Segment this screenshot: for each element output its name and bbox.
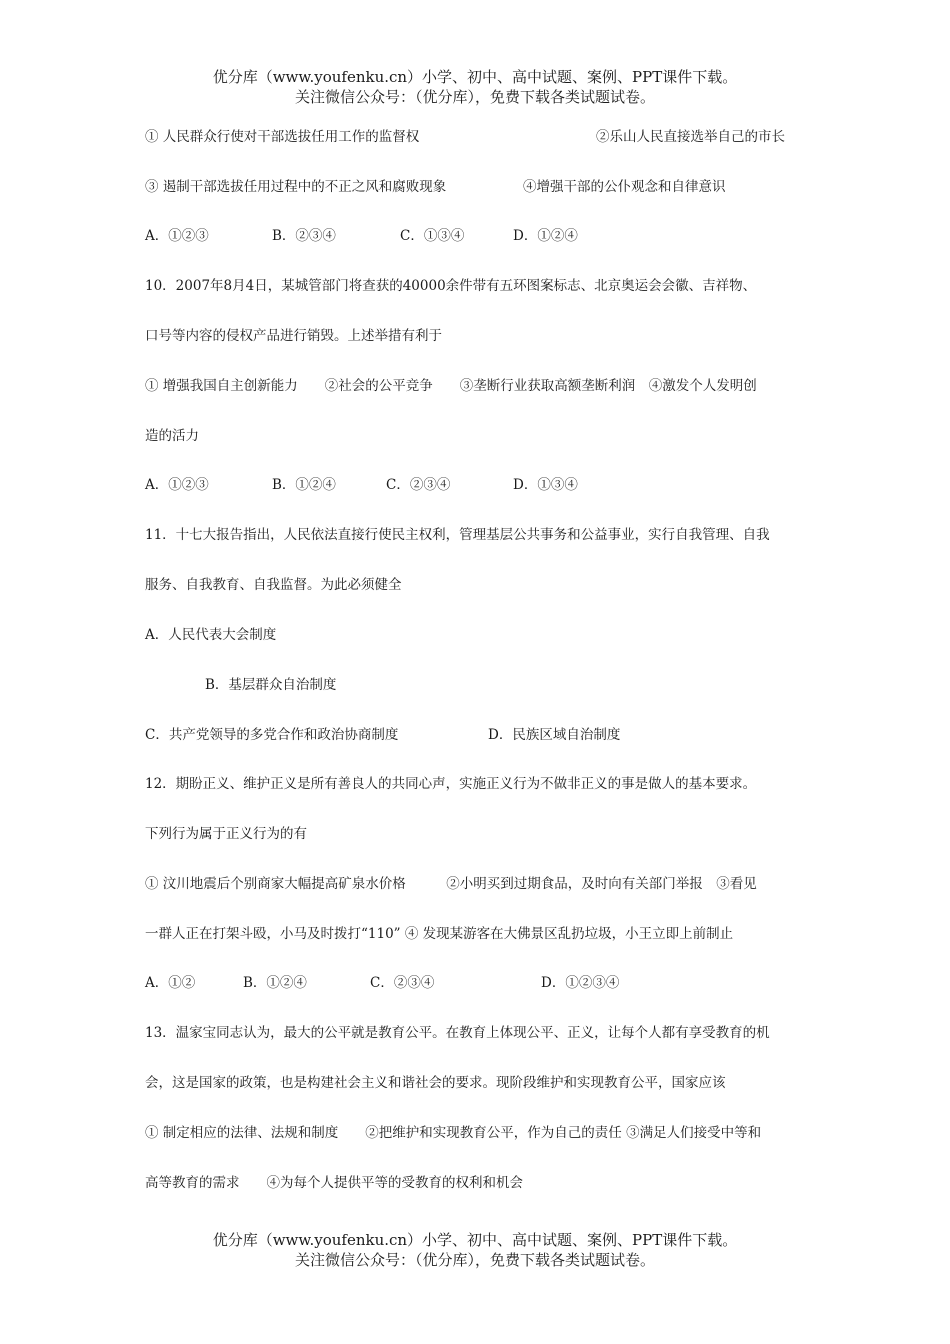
q9-answer-b: B．②③④: [272, 228, 336, 244]
q11-stem-1: 11．十七大报告指出，人民依法直接行使民主权利，管理基层公共事务和公益事业，实行自我管理、自我: [145, 527, 770, 543]
q10-answer-d: D．①③④: [513, 477, 578, 493]
q10-stem-1: 10．2007年8月4日，某城管部门将查获的40000余件带有五环图案标志、北京奥运会会徽、吉祥物、: [145, 278, 757, 294]
q9-option-2: ②乐山人民直接选举自己的市长: [596, 129, 785, 145]
header-line-2: 关注微信公众号：（优分库），免费下载各类试题试卷。: [294, 88, 655, 106]
page-header: [0, 67, 950, 107]
q10-answer-a: A．①②③: [145, 477, 209, 493]
q12-options-1: ① 汶川地震后个别商家大幅提高矿泉水价格 ②小明买到过期食品，及时向有关部门举报 ③看见: [145, 876, 757, 892]
q9-option-3: ③ 遏制干部选拔任用过程中的不正之风和腐败现象: [145, 179, 447, 195]
q12-answer-a: A．①②: [145, 975, 196, 991]
q12-options-2: 一群人正在打架斗殴，小马及时拨打“110” ④ 发现某游客在大佛景区乱扔垃圾，小王立即上前制止: [145, 926, 734, 942]
q12-stem-1: 12．期盼正义、维护正义是所有善良人的共同心声，实施正义行为不做非正义的事是做人的基本要求。: [145, 776, 757, 792]
q13-options-1: ① 制定相应的法律、法规和制度 ②把维护和实现教育公平，作为自己的责任 ③满足人们接受中等和: [145, 1125, 762, 1141]
q11-stem-2: 服务、自我教育、自我监督。为此必须健全: [145, 577, 402, 593]
page-footer: [0, 1230, 950, 1270]
q12-answer-d: D．①②③④: [541, 975, 620, 991]
q10-stem-2: 口号等内容的侵权产品进行销毁。上述举措有利于: [145, 328, 442, 344]
q12-stem-2: 下列行为属于正义行为的有: [145, 826, 307, 842]
q12-answer-c: C．②③④: [370, 975, 435, 991]
q9-answer-d: D．①②④: [513, 228, 578, 244]
q10-options-1: ① 增强我国自主创新能力 ②社会的公平竞争 ③垄断行业获取高额垄断利润 ④激发个人发明创: [145, 378, 757, 394]
q12-answer-b: B．①②④: [243, 975, 307, 991]
q13-options-2: 高等教育的需求 ④为每个人提供平等的受教育的权利和机会: [145, 1175, 523, 1191]
q10-options-2: 造的活力: [145, 428, 199, 444]
q10-answer-b: B．①②④: [272, 477, 336, 493]
header-line-1: 优分库（www.youfenku.cn）小学、初中、高中试题、案例、PPT课件下载。: [212, 68, 738, 86]
q9-answer-a: A．①②③: [145, 228, 209, 244]
q11-answer-b: B．基层群众自治制度: [205, 677, 337, 693]
q9-option-1: ① 人民群众行使对干部选拔任用工作的监督权: [145, 129, 420, 145]
q11-answer-c: C．共产党领导的多党合作和政治协商制度: [145, 727, 399, 743]
footer-line-2: 关注微信公众号：（优分库），免费下载各类试题试卷。: [294, 1251, 655, 1269]
q13-stem-2: 会，这是国家的政策，也是构建社会主义和谐社会的要求。现阶段维护和实现教育公平，国家应该: [145, 1075, 726, 1091]
q9-answer-c: C．①③④: [400, 228, 465, 244]
q11-answer-a: A．人民代表大会制度: [145, 627, 277, 643]
q9-option-4: ④增强干部的公仆观念和自律意识: [523, 179, 726, 195]
q11-answer-d: D．民族区域自治制度: [488, 727, 621, 743]
footer-line-1: 优分库（www.youfenku.cn）小学、初中、高中试题、案例、PPT课件下载。: [212, 1231, 738, 1249]
q10-answer-c: C．②③④: [386, 477, 451, 493]
q13-stem-1: 13．温家宝同志认为，最大的公平就是教育公平。在教育上体现公平、正义，让每个人都有享受教育的机: [145, 1025, 770, 1041]
